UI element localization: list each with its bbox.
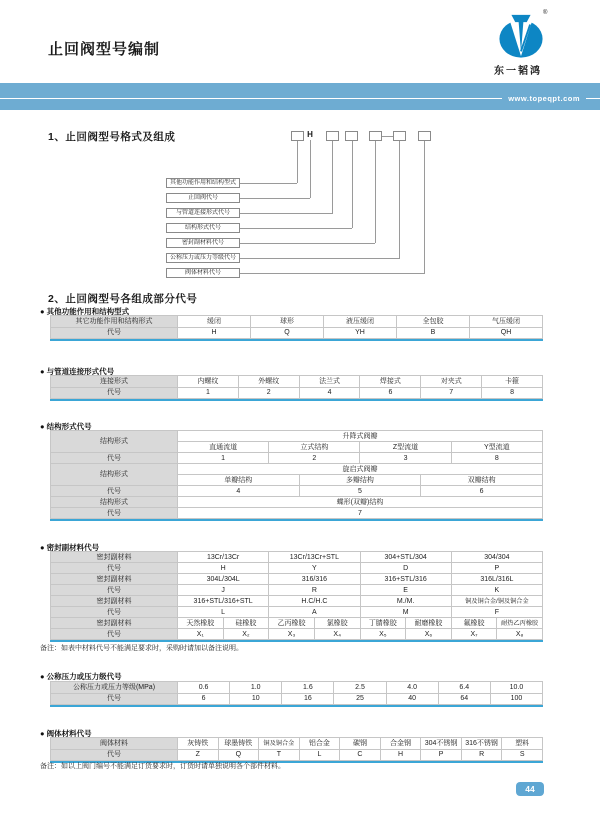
- diagram-label-other-function: 其他功能作用和结构型式: [166, 178, 240, 188]
- cell: 304/304: [451, 552, 542, 563]
- cell: 7: [178, 508, 543, 519]
- cell: 单瓣结构: [178, 475, 300, 486]
- row-label: 阀体材料: [51, 738, 178, 750]
- cell: M./M.: [360, 596, 451, 607]
- cell: 2: [238, 387, 299, 399]
- table-function: [50, 315, 543, 341]
- cell: 4.0: [386, 682, 438, 694]
- model-code-box-2: [326, 131, 339, 141]
- connector-line: [310, 140, 311, 198]
- cell: 铜及铜合金/铜及铜合金: [451, 596, 542, 607]
- diagram-label-pressure: 公称压力或压力等级代号: [166, 253, 240, 263]
- sealing-note: 备注：如表中材料代号不能满足要求时，采购时请加以备注说明。: [40, 645, 243, 652]
- cell: 氯橡胶: [314, 618, 360, 629]
- cell: Q: [251, 327, 324, 339]
- cell: X₁: [178, 629, 224, 640]
- cell: P: [421, 749, 462, 761]
- cell: K: [451, 585, 542, 596]
- cell: X₃: [269, 629, 315, 640]
- cell: X₄: [314, 629, 360, 640]
- cell: 灰铸铁: [178, 738, 219, 750]
- diagram-label-structure: 结构形式代号: [166, 223, 240, 233]
- cell: 2: [269, 453, 360, 464]
- cell: Y型流道: [451, 442, 542, 453]
- cell: 8: [482, 387, 543, 399]
- cell: L: [299, 749, 340, 761]
- cell: 合金钢: [380, 738, 421, 750]
- cell: R: [269, 585, 360, 596]
- cell: 球形: [251, 316, 324, 328]
- cell: 316L/316L: [451, 574, 542, 585]
- row-label: 代号: [51, 453, 178, 464]
- section1-heading: 1、止回阀型号格式及组成: [48, 131, 176, 143]
- cell: R: [461, 749, 502, 761]
- cell: Z: [178, 749, 219, 761]
- cell: 1: [178, 387, 239, 399]
- cell: 耐热乙丙橡胶: [497, 618, 543, 629]
- cell: X₅: [360, 629, 406, 640]
- cell: 耐磨橡胶: [406, 618, 452, 629]
- cell: A: [269, 607, 360, 618]
- connector-line: [240, 243, 375, 244]
- cell: 6: [360, 387, 421, 399]
- cell: 球墨铸铁: [218, 738, 259, 750]
- row-label: 代号: [51, 629, 178, 640]
- cell: B: [397, 327, 470, 339]
- diagram-label-body-material: 阀体材料代号: [166, 268, 240, 278]
- cell: 多瓣结构: [299, 475, 421, 486]
- cell: 塑料: [502, 738, 543, 750]
- cell: 8: [451, 453, 542, 464]
- row-label: 代号: [51, 749, 178, 761]
- row-label: 代号: [51, 387, 178, 399]
- row-label: 代号: [51, 486, 178, 497]
- cell: 硅橡胶: [223, 618, 269, 629]
- connector-line: [332, 141, 333, 213]
- diagram-label-connection: 与管道连接形式代号: [166, 208, 240, 218]
- row-label: 代号: [51, 508, 178, 519]
- cell: 2.5: [334, 682, 386, 694]
- bullet-body: ● 阀体材料代号: [40, 729, 92, 738]
- cell: 100: [490, 693, 542, 705]
- row-label: 密封副材料: [51, 596, 178, 607]
- group-title: 蝶形(双瓣)结构: [178, 497, 543, 508]
- cell: 卡箍: [482, 376, 543, 388]
- row-label: 公称压力或压力等级(MPa): [51, 682, 178, 694]
- bullet-function: ● 其他功能作用和结构型式: [40, 307, 130, 316]
- cell: 3: [360, 453, 451, 464]
- cell: 全包胶: [397, 316, 470, 328]
- cell: 气压缓闭: [470, 316, 543, 328]
- page-number-badge: 44: [516, 782, 544, 796]
- connector-line: [399, 141, 400, 258]
- group-title: 升降式阀瓣: [178, 431, 543, 442]
- cell: 乙丙橡胶: [269, 618, 315, 629]
- cell: 304不锈钢: [421, 738, 462, 750]
- cell: 1: [178, 453, 269, 464]
- row-label: 其它功能作用和结构形式: [51, 316, 178, 328]
- cell: 缓闭: [178, 316, 251, 328]
- group-title: 旋启式阀瓣: [178, 464, 543, 475]
- cell: X₂: [223, 629, 269, 640]
- row-label: 代号: [51, 585, 178, 596]
- cell: 64: [438, 693, 490, 705]
- cell: F: [451, 607, 542, 618]
- cell: H: [178, 327, 251, 339]
- page-title: 止回阀型号编制: [48, 41, 161, 58]
- table-connection: [50, 375, 543, 401]
- cell: 304+STL/304: [360, 552, 451, 563]
- model-code-box-6: [418, 131, 431, 141]
- cell: L: [178, 607, 269, 618]
- table-structure: [50, 430, 543, 521]
- cell: 316不锈钢: [461, 738, 502, 750]
- cell: 7: [421, 387, 482, 399]
- cell: 液压缓闭: [324, 316, 397, 328]
- cell: 焊接式: [360, 376, 421, 388]
- connector-line: [297, 141, 298, 183]
- cell: Y: [269, 563, 360, 574]
- cell: YH: [324, 327, 397, 339]
- model-dash: [382, 136, 394, 137]
- diagram-label-sealing: 密封副材料代号: [166, 238, 240, 248]
- cell: H: [380, 749, 421, 761]
- cell: H: [178, 563, 269, 574]
- row-label: 结构形式: [51, 497, 178, 508]
- cell: 铝合金: [299, 738, 340, 750]
- bullet-connection: ● 与管道连接形式代号: [40, 367, 115, 376]
- cell: C: [340, 749, 381, 761]
- cell: 直通流道: [178, 442, 269, 453]
- cell: J: [178, 585, 269, 596]
- section2-heading: 2、止回阀型号各组成部分代号: [48, 293, 198, 305]
- table-body-material: [50, 737, 543, 763]
- cell: 6.4: [438, 682, 490, 694]
- connector-line: [352, 141, 353, 228]
- body-note: 备注：如以上阀门编号不能满足订货要求时，订货时请单独说明各个部件材料。: [40, 763, 285, 770]
- cell: 天然橡胶: [178, 618, 224, 629]
- cell: 16: [282, 693, 334, 705]
- cell: 碳钢: [340, 738, 381, 750]
- cell: T: [259, 749, 300, 761]
- row-label: 密封副材料: [51, 574, 178, 585]
- cell: 1.6: [282, 682, 334, 694]
- connector-line: [424, 141, 425, 273]
- cell: P: [451, 563, 542, 574]
- connector-line: [375, 141, 376, 243]
- cell: 铜及铜合金: [259, 738, 300, 750]
- model-code-box-3: [345, 131, 358, 141]
- cell: 304L/304L: [178, 574, 269, 585]
- brand-name: 东一韬鸿: [494, 66, 542, 77]
- cell: 4: [178, 486, 300, 497]
- cell: 1.0: [230, 682, 282, 694]
- cell: QH: [470, 327, 543, 339]
- row-label: 结构形式: [51, 464, 178, 486]
- cell: 立式结构: [269, 442, 360, 453]
- cell: Q: [218, 749, 259, 761]
- cell: H.C/H.C: [269, 596, 360, 607]
- row-label: 代号: [51, 693, 178, 705]
- bullet-structure: ● 结构形式代号: [40, 422, 92, 431]
- cell: 316+STL/316+STL: [178, 596, 269, 607]
- website-link[interactable]: www.topeqpt.com: [502, 94, 586, 103]
- cell: 4: [299, 387, 360, 399]
- cell: 6: [178, 693, 230, 705]
- model-letter: H: [307, 130, 313, 139]
- row-label: 结构形式: [51, 431, 178, 453]
- connector-line: [240, 258, 400, 259]
- table-pressure: [50, 681, 543, 707]
- cell: 丁腈橡胶: [360, 618, 406, 629]
- connector-line: [240, 228, 352, 229]
- registered-mark: ®: [543, 10, 548, 16]
- cell: 316+STL/316: [360, 574, 451, 585]
- row-label: 密封副材料: [51, 552, 178, 563]
- cell: 外螺纹: [238, 376, 299, 388]
- cell: X₆: [406, 629, 452, 640]
- cell: X₇: [451, 629, 497, 640]
- cell: 内螺纹: [178, 376, 239, 388]
- cell: S: [502, 749, 543, 761]
- row-label: 密封副材料: [51, 618, 178, 629]
- cell: X₈: [497, 629, 543, 640]
- cell: 氟橡胶: [451, 618, 497, 629]
- cell: D: [360, 563, 451, 574]
- model-code-box-1: [291, 131, 304, 141]
- cell: 法兰式: [299, 376, 360, 388]
- cell: 5: [299, 486, 421, 497]
- cell: 对夹式: [421, 376, 482, 388]
- cell: M: [360, 607, 451, 618]
- cell: 13Cr/13Cr: [178, 552, 269, 563]
- bullet-sealing: ● 密封副材料代号: [40, 543, 100, 552]
- connector-line: [240, 183, 297, 184]
- company-logo-icon: [497, 13, 545, 59]
- cell: 双瓣结构: [421, 475, 543, 486]
- connector-line: [240, 213, 333, 214]
- cell: 40: [386, 693, 438, 705]
- model-code-box-4: [369, 131, 382, 141]
- cell: 316/316: [269, 574, 360, 585]
- model-code-box-5: [393, 131, 406, 141]
- cell: 10: [230, 693, 282, 705]
- table-sealing: [50, 551, 543, 642]
- cell: Z型流道: [360, 442, 451, 453]
- cell: E: [360, 585, 451, 596]
- row-label: 代号: [51, 327, 178, 339]
- cell: 25: [334, 693, 386, 705]
- cell: 13Cr/13Cr+STL: [269, 552, 360, 563]
- connector-line: [240, 198, 310, 199]
- connector-line: [240, 273, 425, 274]
- row-label: 连接形式: [51, 376, 178, 388]
- cell: 0.6: [178, 682, 230, 694]
- diagram-label-check-valve: 止回阀代号: [166, 193, 240, 203]
- row-label: 代号: [51, 563, 178, 574]
- row-label: 代号: [51, 607, 178, 618]
- bullet-pressure: ● 公称压力或压力级代号: [40, 672, 122, 681]
- cell: 6: [421, 486, 543, 497]
- cell: 10.0: [490, 682, 542, 694]
